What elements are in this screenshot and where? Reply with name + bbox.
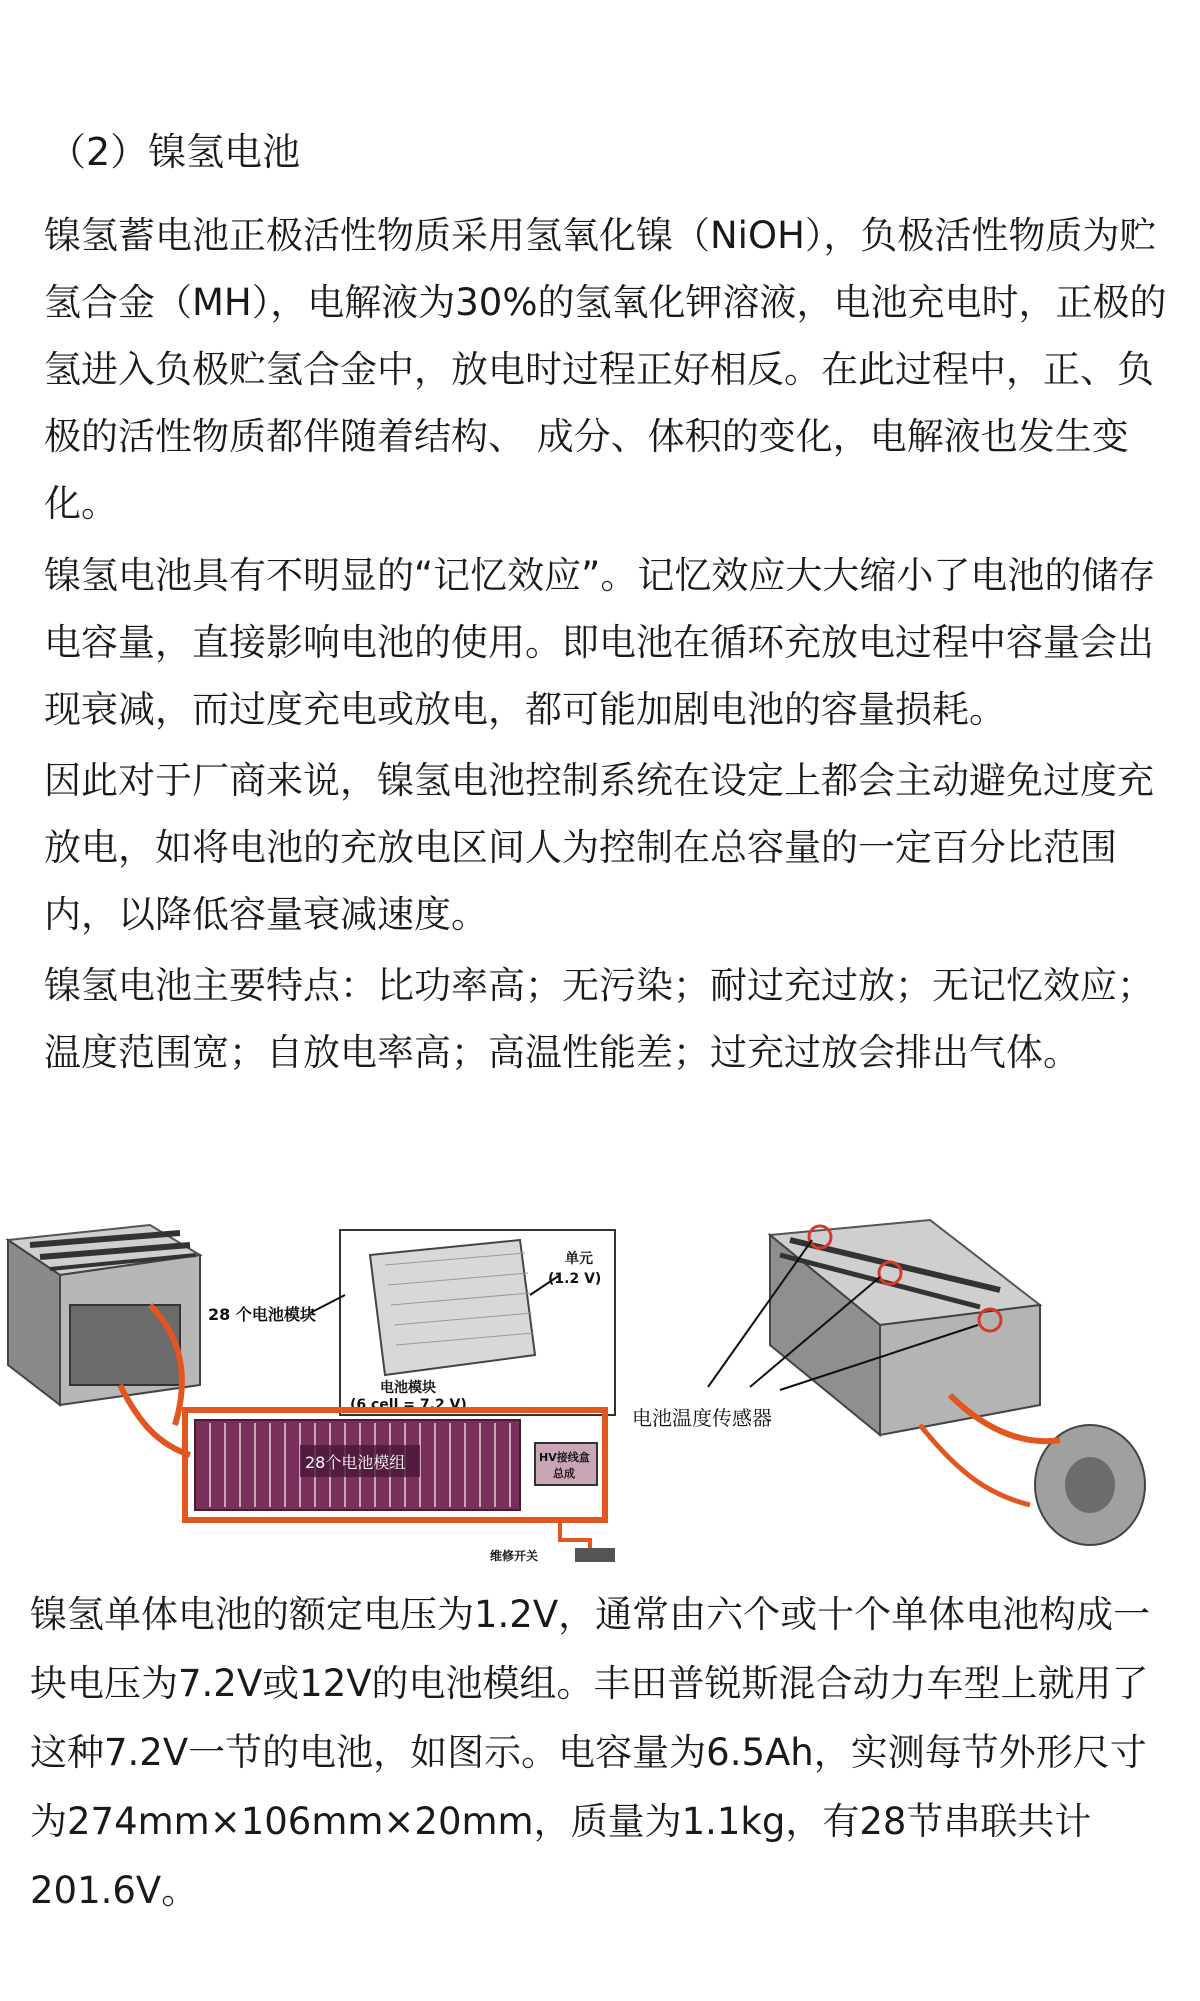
cell-voltage-label: (1.2 V) [548, 1271, 602, 1287]
cell-label: 单元 [565, 1251, 593, 1267]
module-count-label: 28 个电池模块 [208, 1305, 316, 1324]
module-inset [340, 1230, 615, 1415]
figure-caption: 镍氢单体电池的额定电压为1.2V，通常由六个或十个单体电池构成一块电压为7.2V或12V的电池模组。丰田普锐斯混合动力车型上就用了这种7.2V一节的电池，如图示。电容量为6.5Ah，实测每节外形尺寸为274mm×106mm×20mm，质量为1.1kg，有28节串联共计201.6V。 [30, 1593, 1151, 1912]
battery-pack-photo-right [632, 1220, 1145, 1545]
paragraph-composition: 镍氢蓄电池正极活性物质采用氢氧化镍（NiOH），负极活性物质为贮氢合金（MH），电解液为30%的氢氧化钾溶液，电池充电时，正极的氢进入负极贮氢合金中，放电时过程正好相反。在此过程中，正、负极的活性物质都伴随着结构、 成分、体积的变化，电解液也发生变化。 [44, 214, 1167, 525]
paragraph-features: 镍氢电池主要特点：比功率高；无污染；耐过充过放；无记忆效应；温度范围宽；自放电率高；高温性能差；过充过放会排出气体。 [44, 964, 1154, 1074]
temp-sensor-label: 电池温度传感器 [632, 1406, 772, 1430]
section-heading: （2）镍氢电池 [48, 130, 301, 174]
hv-box-label-2: 总成 [553, 1467, 575, 1480]
module-label: 电池模块 [380, 1380, 436, 1396]
service-switch-label: 维修开关 [490, 1549, 539, 1563]
pack-schematic [185, 1410, 615, 1563]
pack-label: 28个电池模组 [305, 1453, 406, 1472]
paragraph-manufacturer-control: 因此对于厂商来说，镍氢电池控制系统在设定上都会主动避免过度充放电，如将电池的充放电区间人为控制在总容量的一定百分比范围内，以降低容量衰减速度。 [44, 759, 1154, 936]
module-spec-label: (6 cell = 7.2 V) [350, 1397, 467, 1413]
battery-figure [0, 1195, 1200, 1575]
hv-box-label-1: HV接线盒 [539, 1451, 590, 1464]
battery-pack-photo-left [8, 1225, 200, 1455]
paragraph-memory-effect: 镍氢电池具有不明显的“记忆效应”。记忆效应大大缩小了电池的储存电容量，直接影响电池的使用。即电池在循环充放电过程中容量会出现衰减，而过度充电或放电，都可能加剧电池的容量损耗。 [44, 554, 1156, 731]
